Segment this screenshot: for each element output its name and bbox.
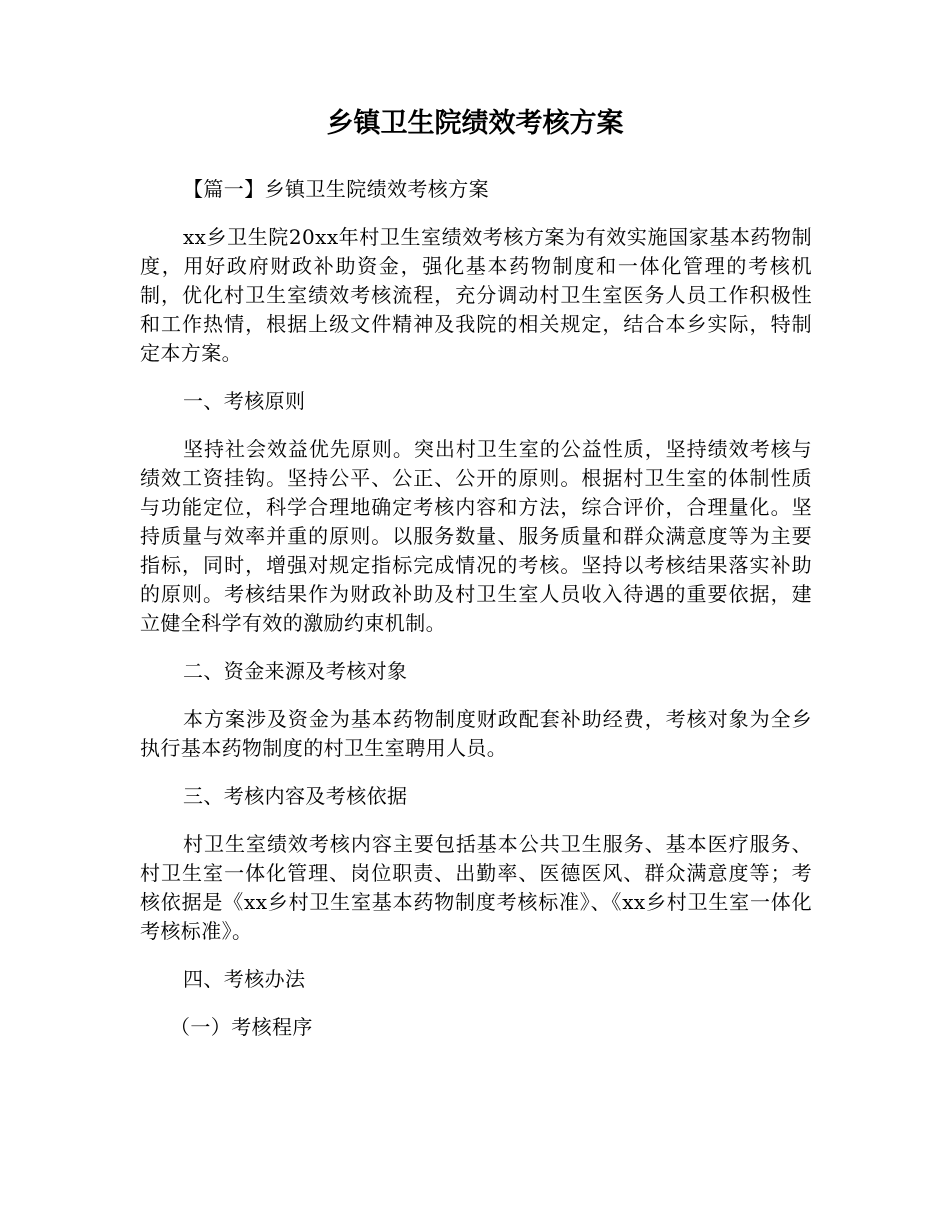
document-body [140, 175, 812, 1061]
content-paragraph: 村卫生室绩效考核内容主要包括基本公共卫生服务、基本医疗服务、村卫生室一体化管理、岗位职责、出勤率、医德医风、群众满意度等；考核依据是《xx乡村卫生室基本药物制度考核标准》、《xx乡村卫生室一体化考核标准》。 [140, 832, 812, 943]
principles-paragraph: 坚持社会效益优先原则。突出村卫生室的公益性质，坚持绩效考核与绩效工资挂钩。坚持公平、公正、公开的原则。根据村卫生室的体制性质与功能定位，科学合理地确定考核内容和方法，综合评价，合理量化。坚持质量与效率并重的原则。以服务数量、服务质量和群众满意度等为主要指标，同时，增强对规定指标完成情况的考核。坚持以考核结果落实补助的原则。考核结果作为财政补助及村卫生室人员收入待遇的重要依据，建立健全科学有效的激励约束机制。 [140, 437, 812, 635]
funding-paragraph: 本方案涉及资金为基本药物制度财政配套补助经费，考核对象为全乡执行基本药物制度的村卫生室聘用人员。 [140, 707, 812, 760]
section-heading-part-one: 【篇一】乡镇卫生院绩效考核方案 [183, 177, 489, 201]
heading-methods: 四、考核办法 [183, 967, 306, 991]
heading-funding-and-targets: 二、资金来源及考核对象 [183, 659, 408, 683]
heading-content-and-basis: 三、考核内容及考核依据 [183, 784, 408, 808]
intro-paragraph: xx乡卫生院20xx年村卫生室绩效考核方案为有效实施国家基本药物制度，用好政府财政补助资金，强化基本药物制度和一体化管理的考核机制，优化村卫生室绩效考核流程，充分调动村卫生室医务人员工作积极性和工作热情，根据上级文件精神及我院的相关规定，结合本乡实际，特制定本方案。 [140, 225, 812, 365]
document-title: 乡镇卫生院绩效考核方案 [326, 108, 624, 139]
heading-principles: 一、考核原则 [183, 389, 306, 413]
subheading-procedure: （一）考核程序 [170, 1015, 313, 1039]
